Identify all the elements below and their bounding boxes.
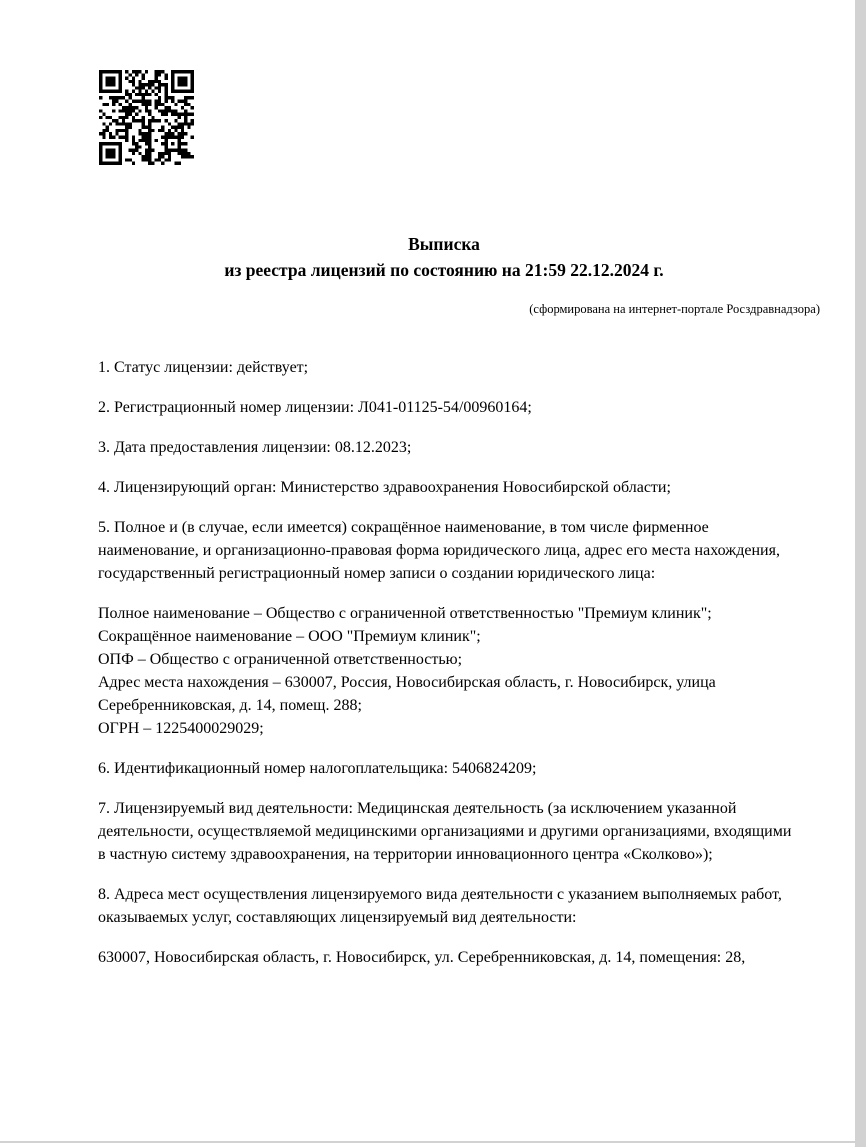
- document-title: [98, 231, 790, 283]
- qr-code-icon: [99, 70, 194, 165]
- document-title-line2: из реестра лицензий по состоянию на 21:59 22.12.2024 г.: [224, 260, 664, 280]
- license-grant-date: 3. Дата предоставления лицензии: 08.12.2023;: [98, 439, 412, 456]
- org-short-name: Сокращённое наименование – ООО "Премиум клиник";: [98, 628, 481, 645]
- org-full-name: Полное наименование – Общество с ограниченной ответственностью "Премиум клиник";: [98, 605, 712, 622]
- generated-note: (сформирована на интернет-портале Росздравнадзора): [529, 302, 820, 316]
- org-names-intro: 5. Полное и (в случае, если имеется) сокращённое наименование, в том числе фирменное наименование, и организационно-правовая форма юридического лица, адрес его места нахождения, государственный регистрационный номер записи о создании юридического лица:: [98, 519, 780, 582]
- license-reg-number: 2. Регистрационный номер лицензии: Л041-01125-54/00960164;: [98, 399, 532, 416]
- org-details: [98, 602, 792, 740]
- activity-address: 630007, Новосибирская область, г. Новосибирск, ул. Серебренниковская, д. 14, помещения: 28,: [98, 949, 746, 966]
- org-opf: ОПФ – Общество с ограниченной ответственностью;: [98, 651, 463, 668]
- licensed-activity: 7. Лицензируемый вид деятельности: Медицинская деятельность (за исключением указанной деятельности, осуществляемой медицинскими организациями и другими организациями, входящими в частную систему здравоохранения, на территории инновационного центра «Сколково»);: [98, 800, 792, 863]
- page-bottom-edge: [0, 1141, 855, 1143]
- license-status: 1. Статус лицензии: действует;: [98, 359, 309, 376]
- licensing-authority: 4. Лицензирующий орган: Министерство здравоохранения Новосибирской области;: [98, 479, 671, 496]
- page-right-edge-strip: [855, 0, 866, 1147]
- taxpayer-inn: 6. Идентификационный номер налогоплательщика: 5406824209;: [98, 760, 537, 777]
- org-address: Адрес места нахождения – 630007, Россия, Новосибирская область, г. Новосибирск, улица Серебренниковская, д. 14, помещ. 288;: [98, 674, 716, 714]
- activity-addresses-intro: 8. Адреса мест осуществления лицензируемого вида деятельности с указанием выполняемых работ, оказываемых услуг, составляющих лицензируемый вид деятельности:: [98, 886, 782, 926]
- document-body: [98, 356, 792, 986]
- document-title-line1: Выписка: [408, 234, 480, 254]
- org-ogrn: ОГРН – 1225400029029;: [98, 720, 264, 737]
